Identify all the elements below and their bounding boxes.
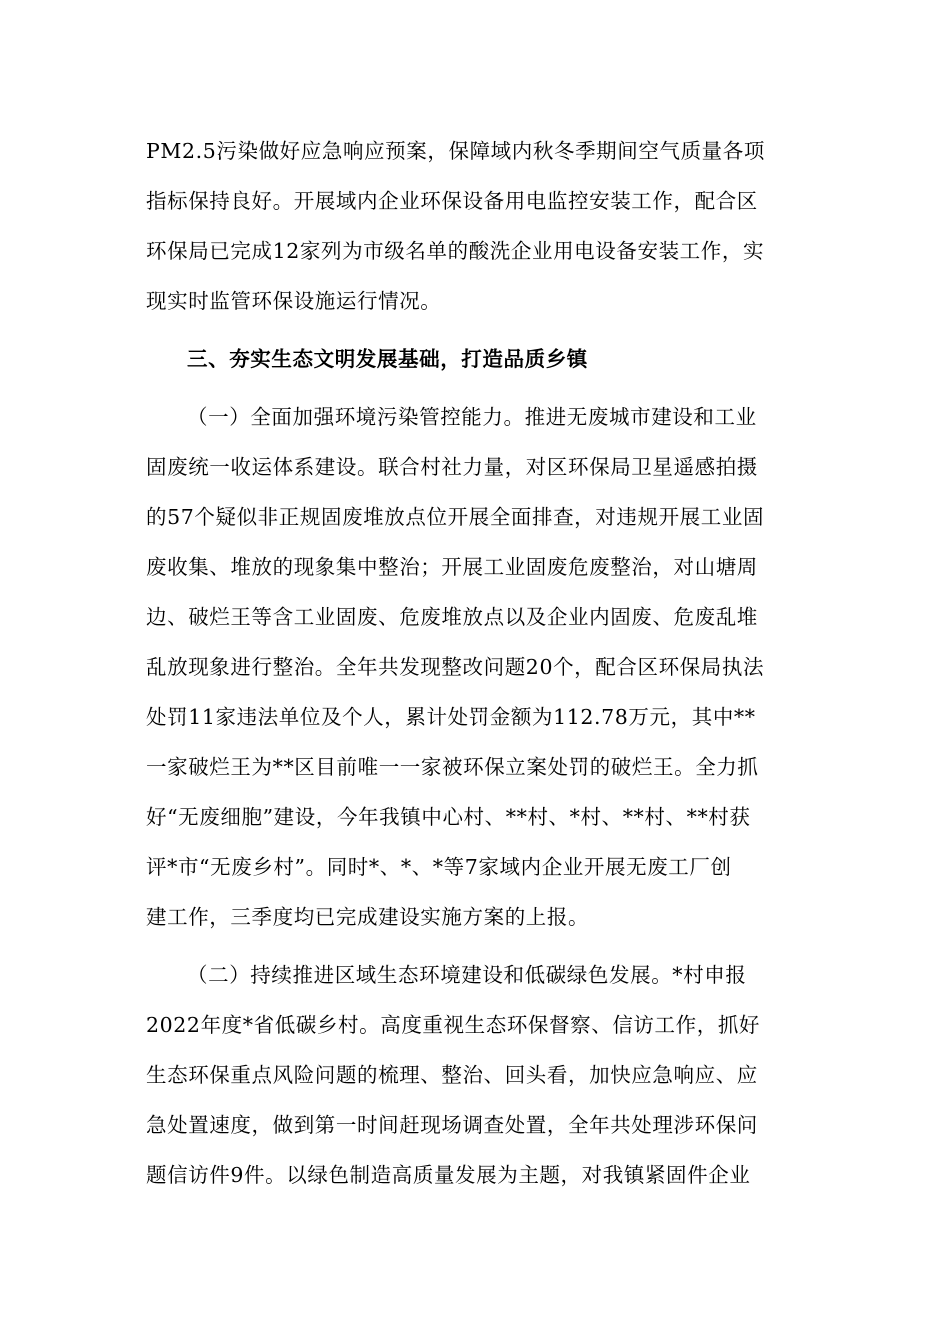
text-line: 评*市“无废乡村”。同时*、*、*等7家域内企业开展无废工厂创 — [146, 855, 732, 879]
text-line: 好“无废细胞”建设，今年我镇中心村、**村、*村、**村、**村获 — [146, 805, 751, 829]
text-line: 废收集、堆放的现象集中整治；开展工业固废危废整治，对山塘周 — [146, 555, 758, 579]
text-line: 指标保持良好。开展域内企业环保设备用电监控安装工作，配合区 — [146, 189, 758, 213]
text-line: 建工作，三季度均已完成建设实施方案的上报。 — [146, 905, 590, 929]
text-line: 处罚11家违法单位及个人，累计处罚金额为112.78万元，其中** — [146, 705, 756, 729]
text-line: 生态环保重点风险问题的梳理、整治、回头看，加快应急响应、应 — [146, 1063, 758, 1087]
text-line: （一）全面加强环境污染管控能力。推进无废城市建设和工业 — [187, 405, 757, 429]
text-line: 题信访件9件。以绿色制造高质量发展为主题，对我镇紧固件企业 — [146, 1163, 751, 1187]
text-line: 的57个疑似非正规固废堆放点位开展全面排查，对违规开展工业固 — [146, 505, 765, 529]
text-line: 边、破烂王等含工业固废、危废堆放点以及企业内固废、危废乱堆 — [146, 605, 758, 629]
text-line: 急处置速度，做到第一时间赶现场调查处置，全年共处理涉环保问 — [146, 1113, 758, 1137]
text-line: （二）持续推进区域生态环境建设和低碳绿色发展。*村申报 — [187, 963, 747, 987]
text-line: 乱放现象进行整治。全年共发现整改问题20个，配合区环保局执法 — [146, 655, 765, 679]
text-line: 2022年度*省低碳乡村。高度重视生态环保督察、信访工作，抓好 — [146, 1013, 761, 1037]
text-line: PM2.5污染做好应急响应预案，保障域内秋冬季期间空气质量各项 — [146, 139, 765, 163]
text-line: 固废统一收运体系建设。联合村社力量，对区环保局卫星遥感拍摄 — [146, 455, 758, 479]
section-heading: 三、夯实生态文明发展基础，打造品质乡镇 — [187, 347, 588, 371]
text-line: 一家破烂王为**区目前唯一一家被环保立案处罚的破烂王。全力抓 — [146, 755, 759, 779]
text-line: 环保局已完成12家列为市级名单的酸洗企业用电设备安装工作，实 — [146, 239, 765, 263]
text-line: 现实时监管环保设施运行情况。 — [146, 289, 442, 313]
